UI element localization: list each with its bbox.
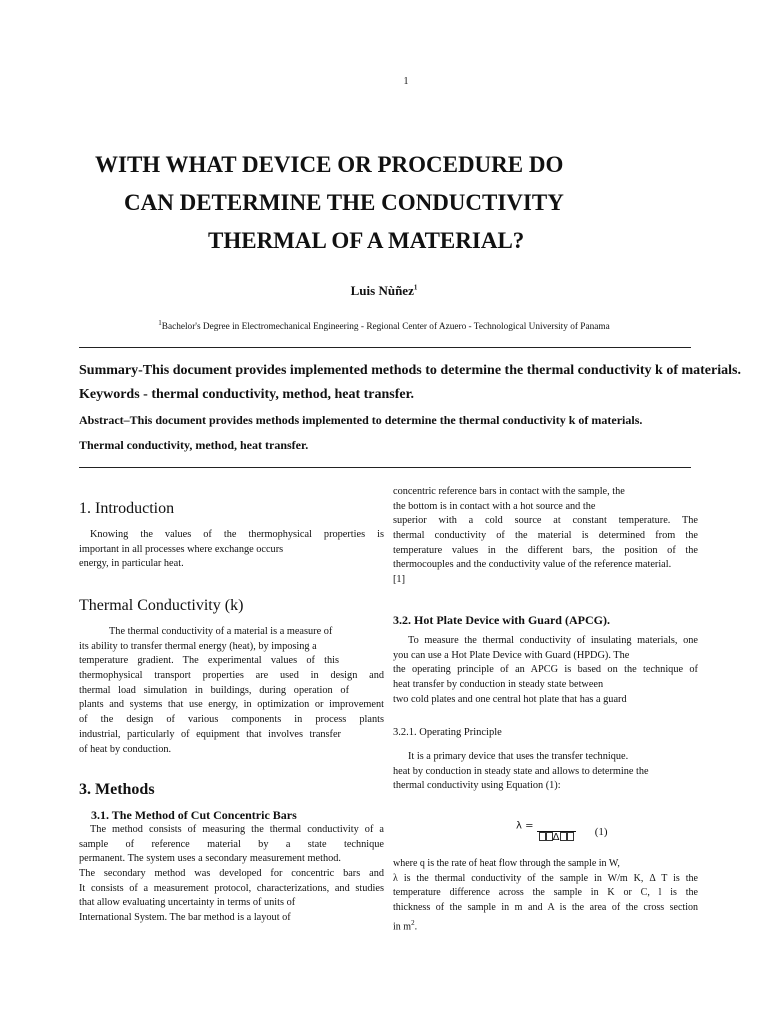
paragraph-line: Knowing the values of the thermophysical properties is (90, 529, 384, 540)
summary-line: Summary-This document provides implemented methods to determine the thermal conductivity k of materials. (79, 363, 741, 378)
paragraph-line: thermophysical transport properties are used in design and (79, 670, 384, 682)
paragraph-line: It consists of a measurement protocol, characterizations, and studies (79, 882, 384, 894)
paragraph-line: The method consists of measuring the thermal conductivity of a (90, 824, 384, 835)
thermal-conductivity-paragraph (79, 625, 384, 757)
paragraph-line: To measure the thermal conductivity of insulating materials, one (408, 635, 698, 646)
paragraph-line: thermal conductivity using Equation (1): (393, 780, 561, 792)
paragraph-line: that allow evaluating uncertainty in terms of units of (79, 897, 296, 909)
paragraph-line: thermal conductivity of the material is determined from the (393, 530, 698, 542)
hot-plate-paragraph (393, 634, 698, 707)
equation-1 (516, 820, 608, 843)
operating-principle-paragraph (393, 750, 698, 794)
paragraph-line: The secondary method was developed for concentric bars and (79, 868, 384, 880)
paragraph-line: heat transfer by conduction in steady state between (393, 679, 604, 691)
abstract-keywords-line: Thermal conductivity, method, heat transfer. (79, 438, 309, 452)
paragraph-line (393, 916, 698, 931)
equation-lhs: λ = (516, 820, 534, 832)
equation-denominator (537, 831, 576, 843)
paragraph-line: energy, in particular heat. (79, 558, 184, 570)
equation-numerator (537, 820, 576, 831)
operating-principle-heading: 3.2.1. Operating Principle (393, 727, 502, 738)
affiliation-mark: 1 (158, 319, 162, 327)
squared-superscript: 2 (411, 918, 415, 927)
paragraph-line: heat by conduction in steady state and allows to determine the (393, 765, 649, 777)
methods-heading: 3. Methods (79, 781, 155, 798)
paragraph-line: sample of reference material by a state technique (79, 838, 384, 850)
paragraph-line: the bottom is in contact with a hot source and the (393, 500, 596, 512)
last-line-tail: . (414, 921, 418, 931)
equation-fraction (537, 820, 576, 843)
paragraph-line: concentric reference bars in contact with the sample, the (393, 486, 625, 497)
paragraph-line: its ability to transfer thermal energy (heat), by imposing a (79, 640, 317, 652)
methods-paragraph (79, 823, 384, 926)
paragraph-line: The thermal conductivity of a material is a measure of (109, 626, 333, 637)
paragraph-line: permanent. The system uses a secondary measurement method. (79, 853, 341, 865)
paragraph-line: thickness of the sample in m and A is the area of the cross section (393, 902, 698, 914)
author-name: Luis Nùñez (350, 283, 414, 298)
title-line-3: THERMAL OF A MATERIAL? (208, 228, 525, 253)
paragraph-line: superior with a cold source at constant temperature. The (393, 515, 698, 527)
paragraph-line: plants and systems that use energy, in optimization or improvement (79, 699, 384, 711)
introduction-heading: 1. Introduction (79, 500, 175, 517)
paragraph-line: temperature difference across the sample in K or C, l is the (393, 887, 698, 899)
paragraph-line: temperature values in the different bars, the position of the (393, 544, 698, 556)
paragraph-line: It is a primary device that uses the transfer technique. (408, 751, 629, 762)
page-number: 1 (403, 76, 409, 87)
affiliation (0, 319, 768, 332)
paragraph-line: where q is the rate of heat flow through the sample in W, (393, 858, 620, 869)
author (0, 283, 768, 299)
paragraph-line: of the design of various components in process plants (79, 714, 384, 726)
paragraph-line: thermal load simulation in buildings, during operation of (79, 684, 349, 696)
paragraph-line: important in all processes where exchange occurs (79, 543, 284, 555)
author-affil-mark: 1 (413, 283, 418, 292)
cut-bars-subheading: 3.1. The Method of Cut Concentric Bars (91, 808, 297, 822)
thermal-conductivity-heading: Thermal Conductivity (k) (79, 597, 244, 614)
abstract-line: Abstract–This document provides methods implemented to determine the thermal conductivity k of materials. (79, 413, 643, 427)
introduction-paragraph (79, 528, 384, 572)
hot-plate-heading: 3.2. Hot Plate Device with Guard (APCG). (393, 613, 610, 627)
paragraph-line: you can use a Hot Plate Device with Guard (HPDG). The (393, 649, 630, 661)
affiliation-text: Bachelor's Degree in Electromechanical Engineering - Regional Center of Azuero - Technological University of Panama (161, 322, 610, 333)
keywords-line: Keywords - thermal conductivity, method, heat transfer. (79, 387, 415, 402)
paragraph-line: λ is the thermal conductivity of the sample in W/m K, Δ T is the (393, 872, 698, 884)
title-line-2: CAN DETERMINE THE CONDUCTIVITY (124, 190, 564, 215)
equation-number: (1) (594, 825, 608, 838)
last-line-text: in m (393, 921, 412, 931)
bottom-rule (79, 467, 691, 468)
top-rule (79, 347, 691, 348)
paragraph-line: International System. The bar method is a layout of (79, 912, 291, 924)
paragraph-line: the operating principle of an APCG is based on the technique of (393, 664, 698, 676)
equation-explanation (393, 857, 698, 930)
paragraph-line: industrial, particularly of equipment that involves transfer (79, 728, 341, 740)
paragraph-line: two cold plates and one central hot plate that has a guard (393, 693, 627, 705)
paragraph-line: of heat by conduction. (79, 743, 172, 755)
paragraph-line: [1] (393, 574, 406, 586)
cut-bars-continuation (393, 485, 698, 588)
title-line-1: WITH WHAT DEVICE OR PROCEDURE DO (95, 152, 564, 177)
paragraph-line: thermocouples and the conductivity value of the reference material. (393, 559, 672, 571)
paragraph-line: temperature gradient. The experimental values of this (79, 655, 339, 667)
equation-delta: Δ (552, 832, 560, 843)
